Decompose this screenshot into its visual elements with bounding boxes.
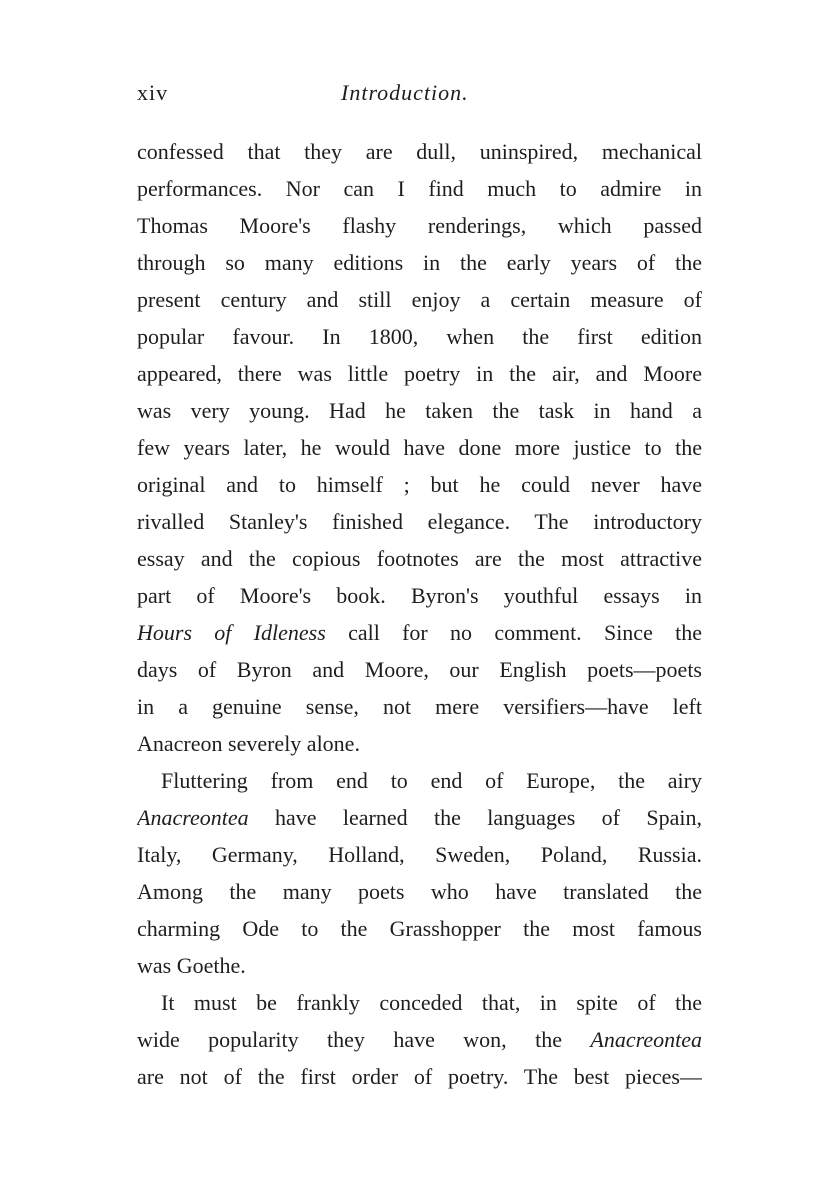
text-line: performances. Nor can I find much to admire in [137, 176, 702, 201]
text-line: charming Ode to the Grasshopper the most famous [137, 916, 702, 941]
paragraph-3 [137, 984, 702, 1095]
text-line: original and to himself ; but he could never have [137, 472, 702, 497]
text-line: appeared, there was little poetry in the air, and Moore [137, 361, 702, 386]
text-fragment: have learned the languages of Spain, [248, 805, 702, 830]
running-title: Introduction. [341, 80, 469, 105]
text-fragment: call for no comment. Since the [325, 620, 702, 645]
text-line: confessed that they are dull, uninspired, mechanical [137, 139, 702, 164]
book-title-italic: Anacreontea [590, 1027, 702, 1052]
text-line: part of Moore's book. Byron's youthful essays in [137, 583, 702, 608]
text-fragment: wide popularity they have won, the [137, 1027, 591, 1052]
text-line: through so many editions in the early years of the [137, 250, 702, 275]
text-line: It must be frankly conceded that, in spite of the [161, 990, 702, 1015]
text-line: are not of the first order of poetry. The best pieces— [137, 1064, 702, 1089]
body-text [137, 133, 702, 1095]
text-line: essay and the copious footnotes are the most attractive [137, 546, 702, 571]
page-number: xiv [137, 80, 169, 105]
paragraph-2 [137, 762, 702, 984]
text-line: Fluttering from end to end of Europe, the airy [161, 768, 702, 793]
text-line: Among the many poets who have translated the [137, 879, 702, 904]
text-line: was Goethe. [137, 953, 246, 978]
text-line-mixed [137, 799, 702, 836]
text-line: in a genuine sense, not mere versifiers—have left [137, 694, 702, 719]
text-line: Thomas Moore's flashy renderings, which passed [137, 213, 702, 238]
text-line: few years later, he would have done more justice to the [137, 435, 702, 460]
text-line: present century and still enjoy a certain measure of [137, 287, 702, 312]
text-line: days of Byron and Moore, our English poets—poets [137, 657, 702, 682]
text-line: Italy, Germany, Holland, Sweden, Poland, Russia. [137, 842, 702, 867]
book-title-italic: Anacreontea [137, 805, 249, 830]
text-line: was very young. Had he taken the task in hand a [137, 398, 702, 423]
book-title-italic: Hours of Idleness [137, 620, 326, 645]
text-line-mixed [137, 1021, 702, 1058]
text-line-mixed [137, 614, 702, 651]
text-line: rivalled Stanley's finished elegance. The introductory [137, 509, 702, 534]
text-line: popular favour. In 1800, when the first edition [137, 324, 702, 349]
text-line: Anacreon severely alone. [137, 731, 360, 756]
running-head [137, 80, 707, 114]
paragraph-1 [137, 133, 702, 762]
